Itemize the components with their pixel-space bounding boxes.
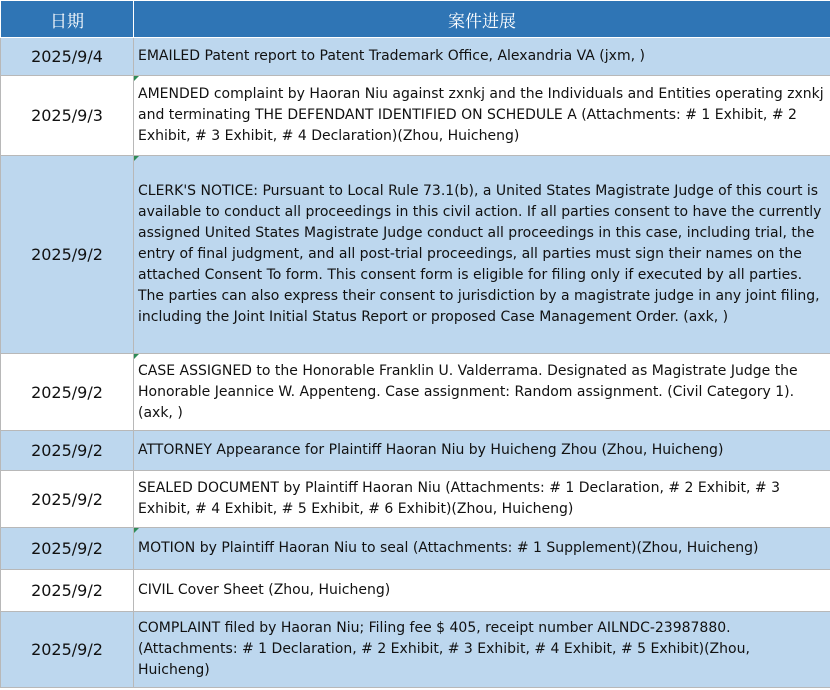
table-row — [1, 354, 830, 431]
table-row — [1, 156, 830, 354]
table-row — [1, 38, 830, 76]
row-text-content: COMPLAINT filed by Haoran Niu; Filing fee $ 405, receipt number AILNDC-23987880. (Attachments: # 1 Declaration, # 2 Exhibit, # 3 Exhibit, # 4 Exhibit, # 5 Exhibit)(Zhou, Huicheng) — [138, 620, 750, 678]
row-text — [134, 612, 830, 688]
header-date: 日期 — [1, 1, 134, 38]
cell-marker — [134, 156, 139, 161]
row-text — [134, 471, 830, 528]
row-date: 2025/9/2 — [1, 528, 134, 570]
row-text — [134, 528, 830, 570]
table-row — [1, 471, 830, 528]
table-row — [1, 528, 830, 570]
row-text-content: CASE ASSIGNED to the Honorable Franklin U. Valderrama. Designated as Magistrate Judge the Honorable Jeannice W. Appenteng. Case assignment: Random assignment. (Civil Category 1). (axk, ) — [138, 362, 798, 421]
row-date: 2025/9/2 — [1, 156, 134, 354]
cell-marker — [134, 76, 139, 81]
header-row — [1, 1, 830, 38]
table-row — [1, 570, 830, 612]
row-text-content: CIVIL Cover Sheet (Zhou, Huicheng) — [138, 582, 391, 598]
row-date: 2025/9/3 — [1, 76, 134, 156]
row-text — [134, 431, 830, 471]
row-text — [134, 354, 830, 431]
row-text — [134, 76, 830, 156]
header-progress: 案件进展 — [134, 1, 830, 38]
row-date: 2025/9/2 — [1, 354, 134, 431]
row-text-content: ATTORNEY Appearance for Plaintiff Haoran Niu by Huicheng Zhou (Zhou, Huicheng) — [138, 442, 724, 458]
table-row — [1, 612, 830, 688]
row-date: 2025/9/2 — [1, 471, 134, 528]
row-date: 2025/9/2 — [1, 570, 134, 612]
row-text-content: EMAILED Patent report to Patent Trademark Office, Alexandria VA (jxm, ) — [138, 48, 645, 64]
row-text — [134, 38, 830, 76]
row-text-content: CLERK'S NOTICE: Pursuant to Local Rule 73.1(b), a United States Magistrate Judge of this court is available to conduct all proceedings in this civil action. If all parties consent to have the currently assigned United States Magistrate Judge conduct all proceedings in this case, including trial, the entry of final judgment, and all post-trial proceedings, all parties must sign their names on the attached Consent To form. This consent form is eligible for filing only if executed by all parties. The parties can also express their consent to jurisdiction by a magistrate judge in any joint filing, including the Joint Initial Status Report or proposed Case Management Order. (axk, ) — [138, 183, 822, 325]
row-text — [134, 570, 830, 612]
row-date: 2025/9/2 — [1, 612, 134, 688]
row-date: 2025/9/2 — [1, 431, 134, 471]
row-text — [134, 156, 830, 354]
row-date: 2025/9/4 — [1, 38, 134, 76]
row-text-content: AMENDED complaint by Haoran Niu against zxnkj and the Individuals and Entities operating zxnkj and terminating THE DEFENDANT IDENTIFIED ON SCHEDULE A (Attachments: # 1 Exhibit, # 2 Exhibit, # 3 Exhibit, # 4 Declaration)(Zhou, Huicheng) — [138, 86, 824, 144]
row-text-content: SEALED DOCUMENT by Plaintiff Haoran Niu (Attachments: # 1 Declaration, # 2 Exhibit, # 3 Exhibit, # 4 Exhibit, # 5 Exhibit, # 6 Exhibit)(Zhou, Huicheng) — [138, 480, 781, 517]
cell-marker — [134, 528, 139, 533]
row-text-content: MOTION by Plaintiff Haoran Niu to seal (Attachments: # 1 Supplement)(Zhou, Huicheng) — [138, 540, 759, 556]
cell-marker — [134, 354, 139, 359]
table-row — [1, 76, 830, 156]
table-row — [1, 431, 830, 471]
